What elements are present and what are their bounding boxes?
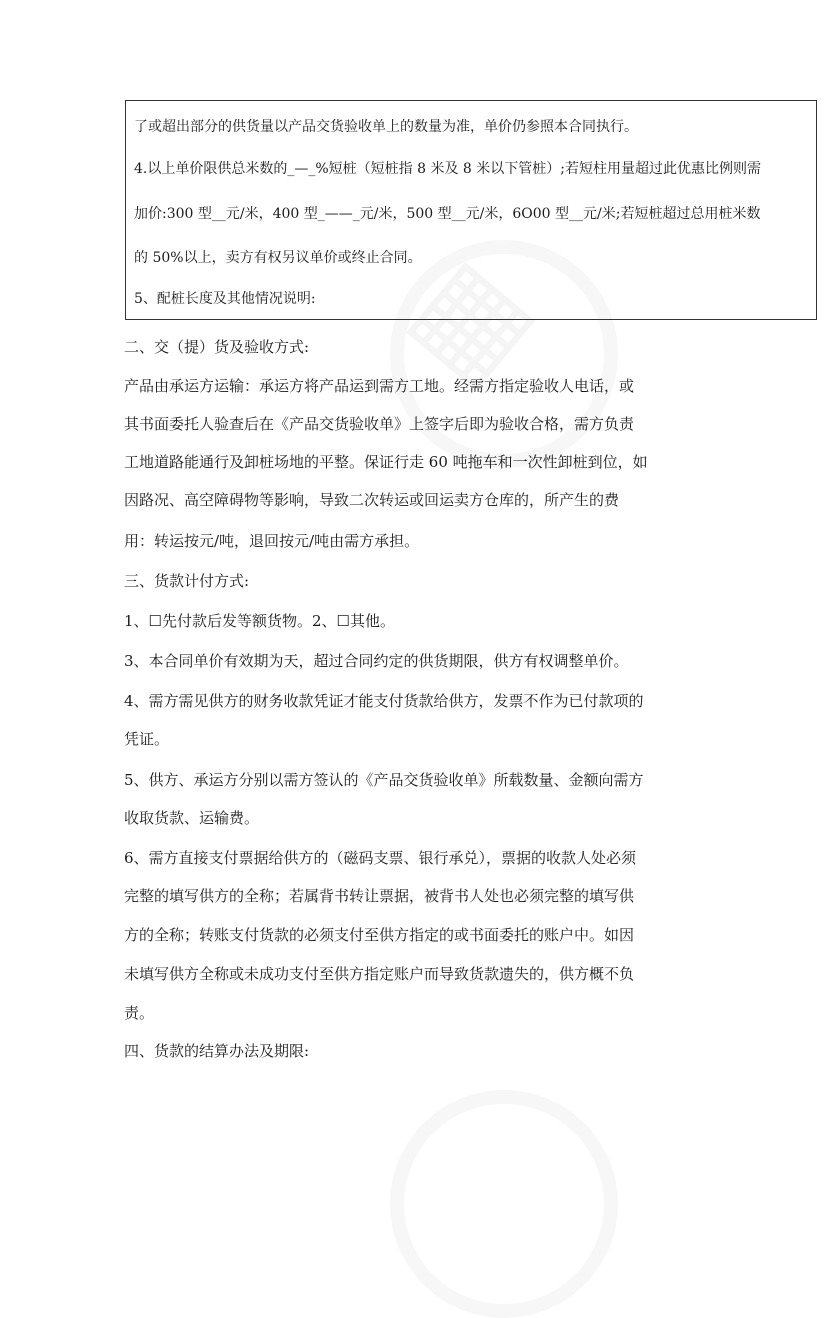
box-line-3: 加价:300 型__元/米，400 型_——_元/米，500 型__元/米，6O00 型__元/米;若短桩超过总用桩米数: [134, 206, 761, 222]
section-heading-payment: 三、货款计付方式:: [124, 572, 250, 590]
body-line: 凭证。: [124, 730, 170, 748]
body-line: 未填写供方全称或未成功支付至供方指定账户而导致货款遗失的，供方概不负: [124, 965, 635, 983]
body-line: 4、需方需见供方的财务收款凭证才能支付货款给供方，发票不作为已付款项的: [124, 692, 644, 710]
box-line-4: 的 50%以上，卖方有权另议单价或终止合同。: [134, 250, 422, 266]
box-line-2: 4.以上单价限供总米数的_—_%短桩（短桩指 8 米及 8 米以下管桩）;若短柱用量超过此优惠比例则需: [134, 161, 761, 177]
body-line: 1、☐先付款后发等额货物。2、☐其他。: [124, 612, 395, 630]
body-line: 5、供方、承运方分别以需方签认的《产品交货验收单》所载数量、金额向需方: [124, 771, 644, 789]
body-line: 用：转运按元/吨，退回按元/吨由需方承担。: [124, 532, 420, 550]
body-line: 责。: [124, 1004, 155, 1022]
box-line-5: 5、配桩长度及其他情况说明:: [134, 291, 316, 307]
body-line: 其书面委托人验查后在《产品交货验收单》上签字后即为验收合格，需方负责: [124, 415, 635, 433]
body-line: 6、需方直接支付票据给供方的（磁码支票、银行承兑），票据的收款人处必须: [124, 849, 637, 867]
watermark-ring-bottom: [390, 1090, 618, 1318]
body-line: 收取货款、运输费。: [124, 809, 260, 827]
body-line: 3、本合同单价有效期为天，超过合同约定的供货期限，供方有权调整单价。: [124, 652, 629, 670]
box-line-1: 了或超出部分的供货量以产品交货验收单上的数量为准，单价仍参照本合同执行。: [134, 119, 638, 135]
body-line: 产品由承运方运输：承运方将产品运到需方工地。经需方指定验收人电话，或: [124, 377, 635, 395]
body-line: 方的全称；转账支付货款的必须支付至供方指定的或书面委托的账户中。如因: [124, 926, 635, 944]
section-heading-settlement: 四、货款的结算办法及期限:: [124, 1042, 310, 1060]
section-heading-delivery: 二、交（提）货及验收方式:: [124, 338, 310, 356]
body-line: 因路况、高空障碍物等影响，导致二次转运或回运卖方仓库的，所产生的费: [124, 491, 620, 509]
body-line: 完整的填写供方的全称；若属背书转让票据，被背书人处也必须完整的填写供: [124, 887, 635, 905]
body-line: 工地道路能通行及卸桩场地的平整。保证行走 60 吨拖车和一次性卸桩到位，如: [124, 453, 648, 471]
